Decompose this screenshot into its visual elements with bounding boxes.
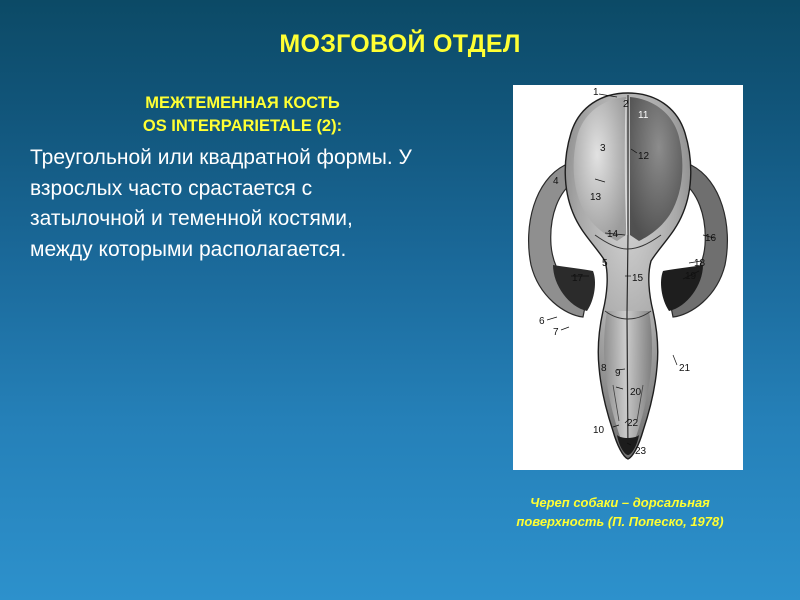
body-text: Треугольной или квадратной формы. У взрослых часто срастается с затылочной и теменной костями, между которыми располагается.	[30, 146, 412, 261]
slide-title: МОЗГОВОЙ ОТДЕЛ	[279, 30, 521, 58]
label-2: 2	[623, 99, 629, 110]
label-5: 5	[602, 258, 608, 269]
label-11: 11	[638, 110, 649, 121]
label-22: 22	[627, 418, 639, 429]
label-1: 1	[593, 87, 599, 98]
caption-line-2: поверхность (П. Попеско, 1978)	[516, 514, 724, 529]
label-12: 12	[638, 151, 650, 162]
label-21: 21	[679, 363, 691, 374]
label-6: 6	[539, 316, 545, 327]
caption-line-1: Череп собаки – дорсальная	[530, 495, 710, 510]
skull-figure	[513, 85, 743, 470]
label-17: 17	[572, 273, 584, 284]
subtitle-russian: МЕЖТЕМЕННАЯ КОСТЬ	[145, 94, 340, 112]
subtitle-latin: OS INTERPARIETALE (2):	[142, 117, 343, 135]
figure-caption	[455, 493, 785, 531]
label-14: 14	[607, 229, 619, 240]
label-15: 15	[632, 273, 644, 284]
label-4: 4	[553, 176, 559, 187]
label-19: 19	[685, 271, 697, 282]
label-3: 3	[600, 143, 606, 154]
label-7: 7	[553, 327, 559, 338]
label-18: 18	[694, 258, 706, 269]
label-20: 20	[630, 387, 642, 398]
label-13: 13	[590, 192, 602, 203]
label-8: 8	[601, 363, 607, 374]
label-9: 9	[615, 368, 621, 379]
dog-skull-dorsal-illustration	[513, 85, 743, 470]
label-16: 16	[705, 233, 717, 244]
label-10: 10	[593, 425, 605, 436]
label-23: 23	[635, 446, 647, 457]
